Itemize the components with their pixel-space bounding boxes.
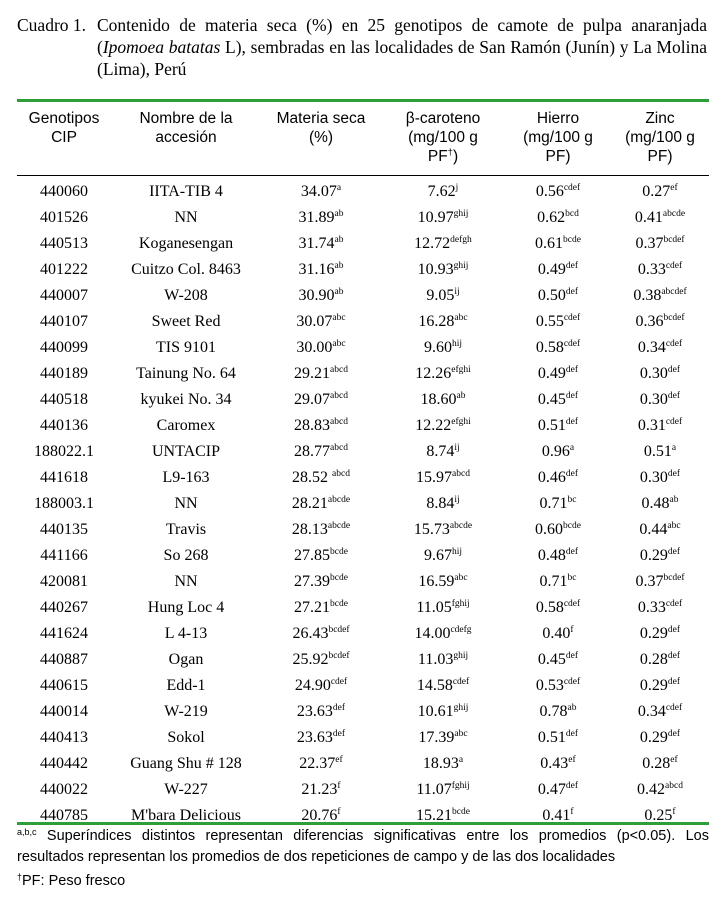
cell-cip: 440135 bbox=[40, 521, 88, 538]
header-genotipos: Genotipos CIP bbox=[28, 110, 100, 146]
table-row bbox=[17, 569, 709, 595]
cell-beta-caroteno: $9.60^{hij}$ bbox=[423, 339, 463, 356]
cell-materia-seca: $26.43^{bcdef}$ bbox=[292, 625, 350, 642]
table-row bbox=[17, 413, 709, 439]
cell-cip: 440518 bbox=[40, 391, 88, 408]
cell-name: W-227 bbox=[164, 781, 208, 798]
table-row bbox=[17, 517, 709, 543]
cell-materia-seca: 31.16$^{ab}$ bbox=[298, 261, 344, 278]
table-row bbox=[17, 725, 709, 751]
cell-hierro: $0.56^{cdef}$ bbox=[535, 183, 581, 200]
cell-cip: 440513 bbox=[40, 235, 88, 252]
cell-name: Tainung No. 64 bbox=[136, 365, 236, 382]
cell-name: Sokol bbox=[167, 729, 205, 746]
cell-name: So 268 bbox=[163, 547, 209, 564]
header-row bbox=[17, 104, 709, 175]
cell-materia-seca: $28.77^{abcd}$ bbox=[294, 443, 348, 460]
cell-hierro: 0.45$^{def}$ bbox=[537, 651, 579, 668]
cell-beta-caroteno: $15.73^{abcde}$ bbox=[413, 521, 473, 538]
cell-hierro: 0.71$^{bc}$ bbox=[539, 495, 577, 512]
cell-zinc: $0.34^{cdef}$ bbox=[637, 339, 683, 356]
table-row bbox=[17, 257, 709, 283]
cell-zinc: 0.48$^{ab}$ bbox=[641, 495, 679, 512]
cell-beta-caroteno: $15.21^{bcde}$ bbox=[416, 807, 470, 824]
cell-beta-caroteno: $10.61^{ghij}$ bbox=[417, 703, 469, 720]
table-row bbox=[17, 309, 709, 335]
cell-beta-caroteno: $11.03^{ghij}$ bbox=[417, 651, 469, 668]
cell-zinc: 0.29$^{def}$ bbox=[639, 625, 681, 642]
cell-cip: 440189 bbox=[40, 365, 88, 382]
header-hierro: Hierro (mg/100 g PF) bbox=[523, 110, 593, 165]
cell-cip: 440413 bbox=[40, 729, 88, 746]
cell-cip: 440615 bbox=[40, 677, 88, 694]
cell-name: L 4-13 bbox=[164, 625, 208, 642]
cell-beta-caroteno: 18.60$^{ab}$ bbox=[420, 391, 466, 408]
cell-name: Edd-1 bbox=[166, 677, 206, 694]
cell-zinc: $0.37^{bcdef}$ bbox=[635, 235, 685, 252]
table-top-rule bbox=[17, 99, 709, 102]
cell-zinc: $0.42^{abcd}$ bbox=[637, 781, 683, 798]
cell-name: NN bbox=[174, 209, 198, 226]
cell-hierro: 0.49$^{def}$ bbox=[537, 261, 579, 278]
cell-hierro: $0.55^{cdef}$ bbox=[535, 313, 581, 330]
cell-beta-caroteno: 16.28$^{abc}$ bbox=[418, 313, 468, 330]
cell-cip: 440022 bbox=[40, 781, 88, 798]
header-materia-seca: Materia seca (%) bbox=[276, 110, 366, 146]
table-row bbox=[17, 361, 709, 387]
table-row bbox=[17, 439, 709, 465]
cell-hierro: $0.58^{cdef}$ bbox=[535, 599, 581, 616]
cell-zinc: $0.33^{cdef}$ bbox=[637, 599, 683, 616]
table-row bbox=[17, 231, 709, 257]
cell-materia-seca: $24.90^{cdef}$ bbox=[294, 677, 348, 694]
cell-cip: 440136 bbox=[40, 417, 88, 434]
cell-zinc: 0.27$^{ef}$ bbox=[642, 183, 678, 200]
cell-cip: 441166 bbox=[40, 547, 88, 564]
cell-beta-caroteno: $11.05^{fghij}$ bbox=[416, 599, 470, 616]
table-row bbox=[17, 283, 709, 309]
cell-cip: 440014 bbox=[40, 703, 88, 720]
cell-materia-seca: $27.85^{bcde}$ bbox=[294, 547, 348, 564]
cell-cip: 401222 bbox=[40, 261, 88, 278]
cell-hierro: 0.43$^{ef}$ bbox=[540, 755, 576, 772]
table-row bbox=[17, 621, 709, 647]
cell-hierro: 0.45$^{def}$ bbox=[537, 391, 579, 408]
cell-name: Travis bbox=[165, 521, 207, 538]
cell-materia-seca: $29.07^{abcd}$ bbox=[294, 391, 348, 408]
cell-name: Caromex bbox=[156, 417, 216, 434]
cell-materia-seca: 30.00$^{abc}$ bbox=[296, 339, 346, 356]
table-row bbox=[17, 595, 709, 621]
cell-zinc: $0.38^{abcdef}$ bbox=[633, 287, 687, 304]
cell-zinc: $0.34^{cdef}$ bbox=[637, 703, 683, 720]
table-row bbox=[17, 175, 709, 205]
table-row bbox=[17, 491, 709, 517]
table-row bbox=[17, 387, 709, 413]
cell-zinc: 0.30$^{def}$ bbox=[639, 365, 681, 382]
cell-name: Ogan bbox=[168, 651, 204, 668]
cell-zinc: 0.51$^a$ bbox=[643, 443, 677, 460]
cell-name: TIS 9101 bbox=[156, 339, 216, 356]
cell-hierro: 0.78$^{ab}$ bbox=[539, 703, 577, 720]
cell-beta-caroteno: $12.72^{defgh}$ bbox=[414, 235, 472, 252]
cell-zinc: $0.41^{abcde}$ bbox=[634, 209, 686, 226]
cell-beta-caroteno: 18.93$^a$ bbox=[422, 755, 464, 772]
cell-materia-seca: 23.63$^{def}$ bbox=[296, 729, 346, 746]
table-row bbox=[17, 465, 709, 491]
cell-materia-seca: $25.92^{bcdef}$ bbox=[292, 651, 350, 668]
caption-text: Contenido de materia seca (%) en 25 genotipos de camote de pulpa anaranjada (Ipomoea batatas L), sembradas en las localidades de San Ramón (Junín) y La Molina (Lima), Perú bbox=[97, 15, 707, 79]
cell-materia-seca: 31.74$^{ab}$ bbox=[298, 235, 344, 252]
cell-zinc: $0.37^{bcdef}$ bbox=[635, 573, 685, 590]
cell-cip: 440442 bbox=[40, 755, 88, 772]
footnote-significance: $^{a,b,c}$ Superíndices distintos representan diferencias significativas entre los promedios (p<0.05). Los resultados representan los promedios de dos repeticiones de campo y de las dos localidades bbox=[17, 827, 709, 865]
cell-name: kyukei No. 34 bbox=[140, 391, 232, 408]
cell-cip: 188022.1 bbox=[34, 443, 94, 460]
cell-materia-seca: 30.07$^{abc}$ bbox=[296, 313, 346, 330]
cell-cip: 441618 bbox=[40, 469, 88, 486]
cell-name: IITA-TIB 4 bbox=[149, 183, 223, 200]
data-table bbox=[17, 104, 709, 829]
cell-beta-caroteno: $9.05^{ij}$ bbox=[426, 287, 460, 304]
cell-hierro: 0.46$^{def}$ bbox=[537, 469, 579, 486]
cell-hierro: 0.71$^{bc}$ bbox=[539, 573, 577, 590]
cell-hierro: 0.41$^f$ bbox=[542, 807, 574, 824]
table-row bbox=[17, 673, 709, 699]
cell-materia-seca: $28.21^{abcde}$ bbox=[291, 495, 351, 512]
cell-zinc: 0.25$^f$ bbox=[644, 807, 676, 824]
cell-cip: 188003.1 bbox=[34, 495, 94, 512]
cell-cip: 440785 bbox=[40, 807, 88, 824]
cell-beta-caroteno: 7.62$^j$ bbox=[427, 183, 459, 200]
cell-materia-seca: 21.23$^f$ bbox=[301, 781, 341, 798]
cell-beta-caroteno: $8.84^{ij}$ bbox=[426, 495, 460, 512]
table-row bbox=[17, 205, 709, 231]
cell-materia-seca: 23.63$^{def}$ bbox=[296, 703, 346, 720]
cell-name: W-219 bbox=[164, 703, 208, 720]
cell-zinc: $0.33^{cdef}$ bbox=[637, 261, 683, 278]
cell-hierro: $0.61^{bcde}$ bbox=[535, 235, 581, 252]
table-row bbox=[17, 777, 709, 803]
cell-beta-caroteno: $12.22^{efghi}$ bbox=[415, 417, 471, 434]
cell-beta-caroteno: 16.59$^{abc}$ bbox=[418, 573, 468, 590]
cell-cip: 440267 bbox=[40, 599, 88, 616]
cell-materia-seca: $28.83^{abcd}$ bbox=[294, 417, 348, 434]
header-nombre: Nombre de la accesión bbox=[139, 110, 233, 146]
cell-name: Koganesengan bbox=[138, 235, 234, 252]
cell-zinc: 0.29$^{def}$ bbox=[639, 729, 681, 746]
table-row bbox=[17, 699, 709, 725]
cell-name: UNTACIP bbox=[151, 443, 221, 460]
table-caption bbox=[17, 14, 707, 80]
cell-hierro: 0.51$^{def}$ bbox=[537, 729, 579, 746]
caption-label: Cuadro 1. bbox=[17, 15, 87, 35]
header-zinc: Zinc (mg/100 g PF) bbox=[625, 110, 695, 165]
cell-cip: 440007 bbox=[40, 287, 88, 304]
header-beta-caroteno: β-caroteno (mg/100 g PF†) bbox=[405, 110, 481, 165]
cell-cip: 440887 bbox=[40, 651, 88, 668]
cell-name: NN bbox=[174, 573, 198, 590]
cell-zinc: 0.29$^{def}$ bbox=[639, 677, 681, 694]
cell-name: Cuitzo Col. 8463 bbox=[131, 261, 241, 278]
cell-hierro: 0.51$^{def}$ bbox=[537, 417, 579, 434]
cell-hierro: 0.47$^{def}$ bbox=[537, 781, 579, 798]
cell-beta-caroteno: $9.67^{hij}$ bbox=[423, 547, 463, 564]
cell-materia-seca: $27.21^{bcde}$ bbox=[294, 599, 348, 616]
cell-cip: 441624 bbox=[40, 625, 88, 642]
cell-zinc: 0.28$^{def}$ bbox=[639, 651, 681, 668]
table-row bbox=[17, 647, 709, 673]
cell-materia-seca: $29.21^{abcd}$ bbox=[294, 365, 348, 382]
cell-beta-caroteno: $15.97^{abcd}$ bbox=[416, 469, 470, 486]
cell-zinc: $0.31^{cdef}$ bbox=[637, 417, 683, 434]
species-name: Ipomoea batatas bbox=[102, 37, 221, 57]
cell-hierro: $0.53^{cdef}$ bbox=[535, 677, 581, 694]
cell-hierro: $0.60^{bcde}$ bbox=[535, 521, 581, 538]
cell-materia-seca: 30.90$^{ab}$ bbox=[298, 287, 344, 304]
cell-beta-caroteno: $14.58^{cdef}$ bbox=[416, 677, 470, 694]
cell-beta-caroteno: $12.26^{efghi}$ bbox=[415, 365, 471, 382]
cell-name: W-208 bbox=[164, 287, 208, 304]
footnote-pf: †PF: Peso fresco bbox=[17, 872, 126, 889]
cell-beta-caroteno: $14.00^{cdefg}$ bbox=[414, 625, 472, 642]
cell-hierro: 0.49$^{def}$ bbox=[537, 365, 579, 382]
cell-name: Guang Shu # 128 bbox=[130, 755, 242, 772]
cell-cip: 440099 bbox=[40, 339, 88, 356]
cell-zinc: 0.28$^{ef}$ bbox=[642, 755, 678, 772]
cell-materia-seca: $27.39^{bcde}$ bbox=[294, 573, 348, 590]
table-row bbox=[17, 751, 709, 777]
cell-name: Sweet Red bbox=[151, 313, 221, 330]
table-row bbox=[17, 335, 709, 361]
cell-zinc: $0.36^{bcdef}$ bbox=[635, 313, 685, 330]
cell-materia-seca: 34.07$^a$ bbox=[300, 183, 342, 200]
cell-beta-caroteno: $10.93^{ghij}$ bbox=[417, 261, 469, 278]
cell-hierro: $0.58^{cdef}$ bbox=[535, 339, 581, 356]
cell-hierro: 0.48$^{def}$ bbox=[537, 547, 579, 564]
cell-cip: 440107 bbox=[40, 313, 88, 330]
cell-cip: 401526 bbox=[40, 209, 88, 226]
cell-cip: 420081 bbox=[40, 573, 88, 590]
cell-zinc: 0.44$^{abc}$ bbox=[639, 521, 681, 538]
cell-materia-seca: 28.52 $^{abcd}$ bbox=[292, 469, 350, 486]
cell-name: M'bara Delicious bbox=[131, 807, 241, 824]
cell-name: NN bbox=[174, 495, 198, 512]
cell-name: Hung Loc 4 bbox=[147, 599, 225, 616]
cell-hierro: 0.50$^{def}$ bbox=[537, 287, 579, 304]
cell-zinc: 0.30$^{def}$ bbox=[639, 391, 681, 408]
cell-zinc: 0.29$^{def}$ bbox=[639, 547, 681, 564]
cell-zinc: 0.30$^{def}$ bbox=[639, 469, 681, 486]
cell-beta-caroteno: 17.39$^{abc}$ bbox=[418, 729, 468, 746]
cell-beta-caroteno: $11.07^{fghij}$ bbox=[416, 781, 470, 798]
cell-cip: 440060 bbox=[40, 183, 88, 200]
cell-materia-seca: 20.76$^f$ bbox=[301, 807, 341, 824]
cell-beta-caroteno: $8.74^{ij}$ bbox=[426, 443, 460, 460]
cell-hierro: 0.40$^f$ bbox=[542, 625, 574, 642]
cell-materia-seca: $28.13^{abcde}$ bbox=[291, 521, 351, 538]
cell-hierro: 0.62$^{bcd}$ bbox=[537, 209, 579, 226]
cell-materia-seca: 31.89$^{ab}$ bbox=[298, 209, 344, 226]
cell-name: L9-163 bbox=[162, 469, 210, 486]
table-row bbox=[17, 543, 709, 569]
cell-materia-seca: 22.37$^{ef}$ bbox=[299, 755, 343, 772]
cell-hierro: 0.96$^a$ bbox=[541, 443, 575, 460]
cell-beta-caroteno: $10.97^{ghij}$ bbox=[417, 209, 469, 226]
